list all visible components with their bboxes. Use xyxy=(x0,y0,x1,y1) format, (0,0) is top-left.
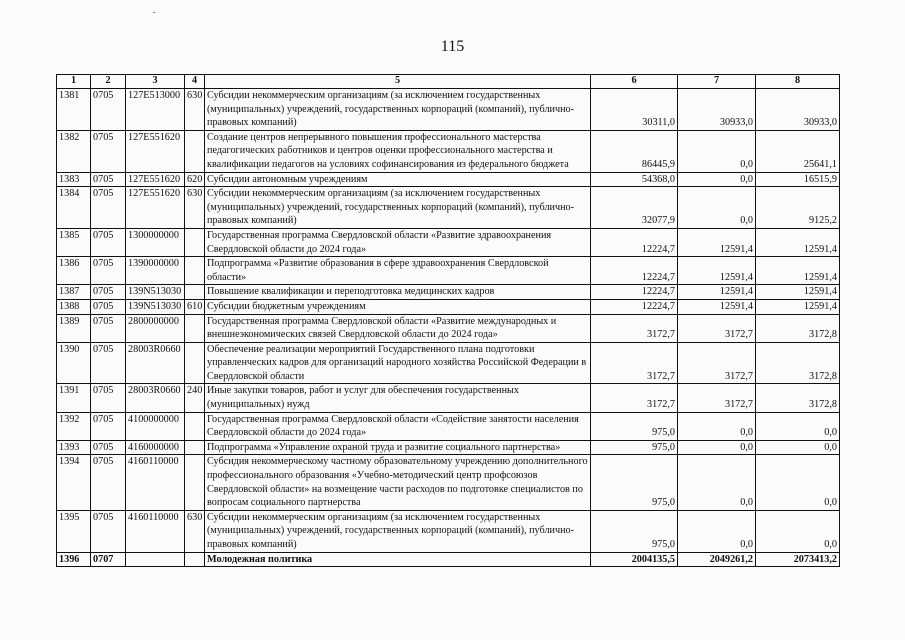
target-article-cell: 4160110000 xyxy=(126,510,185,552)
item-name-cell: Субсидии бюджетным учреждениям xyxy=(205,299,591,314)
table-row xyxy=(57,412,840,440)
item-name-cell: Субсидии автономным учреждениям xyxy=(205,172,591,187)
section-code-cell: 0705 xyxy=(91,412,126,440)
amount-col8-cell: 16515,9 xyxy=(756,172,840,187)
expense-type-cell xyxy=(185,412,205,440)
amount-col6-cell: 975,0 xyxy=(591,412,678,440)
amount-col6-cell: 86445,9 xyxy=(591,130,678,172)
row-number-cell: 1391 xyxy=(57,384,91,412)
table-row xyxy=(57,228,840,256)
amount-col7-cell: 0,0 xyxy=(678,130,756,172)
expense-type-cell xyxy=(185,455,205,510)
table-row xyxy=(57,455,840,510)
header-cell: 3 xyxy=(126,75,185,89)
row-number-cell: 1390 xyxy=(57,342,91,384)
header-cell: 7 xyxy=(678,75,756,89)
target-article-cell: 28003R0660 xyxy=(126,384,185,412)
row-number-cell: 1382 xyxy=(57,130,91,172)
item-name-cell: Субсидии некоммерческим организациям (за исключением государственных (муниципальных) учреждений, государственных корпораций (компаний), публично-правовых компаний) xyxy=(205,510,591,552)
expense-type-cell xyxy=(185,314,205,342)
row-number-cell: 1387 xyxy=(57,285,91,300)
amount-col8-cell: 9125,2 xyxy=(756,187,840,229)
amount-col8-cell: 12591,4 xyxy=(756,299,840,314)
amount-col7-cell: 12591,4 xyxy=(678,228,756,256)
table-row xyxy=(57,257,840,285)
amount-col6-cell: 30311,0 xyxy=(591,89,678,131)
item-name-cell: Субсидии некоммерческим организациям (за исключением государственных (муниципальных) учреждений, государственных корпораций (компаний), публично-правовых компаний) xyxy=(205,89,591,131)
section-code-cell: 0705 xyxy=(91,440,126,455)
expense-type-cell: 630 xyxy=(185,510,205,552)
amount-col6-cell: 975,0 xyxy=(591,455,678,510)
header-row xyxy=(57,75,840,89)
expense-type-cell: 630 xyxy=(185,89,205,131)
amount-col7-cell: 30933,0 xyxy=(678,89,756,131)
table-row xyxy=(57,187,840,229)
section-code-cell: 0705 xyxy=(91,187,126,229)
item-name-cell: Обеспечение реализации мероприятий Государственного плана подготовки управленческих кадров для организаций народного хозяйства Российской Федерации в Свердловской области xyxy=(205,342,591,384)
amount-col6-cell: 3172,7 xyxy=(591,384,678,412)
item-name-cell: Молодежная политика xyxy=(205,552,591,567)
amount-col8-cell: 2073413,2 xyxy=(756,552,840,567)
amount-col8-cell: 0,0 xyxy=(756,412,840,440)
target-article-cell: 127E513000 xyxy=(126,89,185,131)
header-cell: 2 xyxy=(91,75,126,89)
expense-type-cell: 610 xyxy=(185,299,205,314)
section-code-cell: 0705 xyxy=(91,89,126,131)
table-row xyxy=(57,89,840,131)
target-article-cell: 127E551620 xyxy=(126,172,185,187)
row-number-cell: 1381 xyxy=(57,89,91,131)
amount-col7-cell: 0,0 xyxy=(678,440,756,455)
table-row xyxy=(57,384,840,412)
item-name-cell: Субсидии некоммерческим организациям (за исключением государственных (муниципальных) учреждений, государственных корпораций (компаний), публично-правовых компаний) xyxy=(205,187,591,229)
target-article-cell: 28003R0660 xyxy=(126,342,185,384)
amount-col6-cell: 3172,7 xyxy=(591,342,678,384)
amount-col8-cell: 0,0 xyxy=(756,455,840,510)
amount-col6-cell: 32077,9 xyxy=(591,187,678,229)
table-row xyxy=(57,285,840,300)
row-number-cell: 1383 xyxy=(57,172,91,187)
expense-type-cell xyxy=(185,228,205,256)
item-name-cell: Субсидия некоммерческому частному образовательному учреждению дополнительного профессионального образования «Учебно-методический центр профсоюзов Свердловской области» на возмещение части расходов по подготовке специалистов по вопросам социального партнерства xyxy=(205,455,591,510)
section-code-cell: 0705 xyxy=(91,342,126,384)
amount-col7-cell: 12591,4 xyxy=(678,299,756,314)
expense-type-cell: 240 xyxy=(185,384,205,412)
target-article-cell: 4160110000 xyxy=(126,455,185,510)
page-number: 115 xyxy=(440,38,465,55)
expense-type-cell xyxy=(185,342,205,384)
amount-col7-cell: 0,0 xyxy=(678,412,756,440)
amount-col7-cell: 12591,4 xyxy=(678,257,756,285)
expense-type-cell xyxy=(185,552,205,567)
header-cell: 4 xyxy=(185,75,205,89)
row-number-cell: 1392 xyxy=(57,412,91,440)
amount-col8-cell: 0,0 xyxy=(756,440,840,455)
section-code-cell: 0705 xyxy=(91,314,126,342)
expense-type-cell xyxy=(185,285,205,300)
item-name-cell: Подпрограмма «Управление охраной труда и развитие социального партнерства» xyxy=(205,440,591,455)
row-number-cell: 1386 xyxy=(57,257,91,285)
row-number-cell: 1393 xyxy=(57,440,91,455)
amount-col6-cell: 12224,7 xyxy=(591,257,678,285)
target-article-cell xyxy=(126,552,185,567)
amount-col6-cell: 12224,7 xyxy=(591,285,678,300)
amount-col8-cell: 0,0 xyxy=(756,510,840,552)
expense-type-cell xyxy=(185,257,205,285)
amount-col6-cell: 12224,7 xyxy=(591,228,678,256)
target-article-cell: 139N513030 xyxy=(126,299,185,314)
budget-table xyxy=(56,74,840,567)
table-row xyxy=(57,299,840,314)
item-name-cell: Государственная программа Свердловской области «Развитие здравоохранения Свердловской области до 2024 года» xyxy=(205,228,591,256)
amount-col8-cell: 3172,8 xyxy=(756,314,840,342)
header-cell: 1 xyxy=(57,75,91,89)
amount-col8-cell: 3172,8 xyxy=(756,384,840,412)
table-row xyxy=(57,130,840,172)
amount-col7-cell: 3172,7 xyxy=(678,384,756,412)
amount-col7-cell: 0,0 xyxy=(678,187,756,229)
amount-col8-cell: 12591,4 xyxy=(756,257,840,285)
row-number-cell: 1396 xyxy=(57,552,91,567)
section-code-cell: 0705 xyxy=(91,384,126,412)
item-name-cell: Повышение квалификации и переподготовка медицинских кадров xyxy=(205,285,591,300)
table-row xyxy=(57,314,840,342)
target-article-cell: 4160000000 xyxy=(126,440,185,455)
row-number-cell: 1385 xyxy=(57,228,91,256)
target-article-cell: 1300000000 xyxy=(126,228,185,256)
target-article-cell: 127E551620 xyxy=(126,130,185,172)
target-article-cell: 127E551620 xyxy=(126,187,185,229)
amount-col7-cell: 0,0 xyxy=(678,455,756,510)
section-code-cell: 0707 xyxy=(91,552,126,567)
row-number-cell: 1384 xyxy=(57,187,91,229)
item-name-cell: Государственная программа Свердловской области «Содействие занятости населения Свердловской области до 2024 года» xyxy=(205,412,591,440)
amount-col6-cell: 975,0 xyxy=(591,510,678,552)
item-name-cell: Иные закупки товаров, работ и услуг для обеспечения государственных (муниципальных) нужд xyxy=(205,384,591,412)
row-number-cell: 1388 xyxy=(57,299,91,314)
scan-speck xyxy=(153,12,155,13)
amount-col8-cell: 3172,8 xyxy=(756,342,840,384)
target-article-cell: 139N513030 xyxy=(126,285,185,300)
item-name-cell: Государственная программа Свердловской области «Развитие международных и внешнеэкономических связей Свердловской области до 2024 года» xyxy=(205,314,591,342)
amount-col6-cell: 975,0 xyxy=(591,440,678,455)
item-name-cell: Создание центров непрерывного повышения профессионального мастерства педагогических работников и центров оценки профессионального мастерства и квалификации педагогов на условиях софинансирования из федерального бюджета xyxy=(205,130,591,172)
section-code-cell: 0705 xyxy=(91,285,126,300)
target-article-cell: 1390000000 xyxy=(126,257,185,285)
amount-col8-cell: 25641,1 xyxy=(756,130,840,172)
amount-col7-cell: 3172,7 xyxy=(678,342,756,384)
amount-col6-cell: 2004135,5 xyxy=(591,552,678,567)
table-row xyxy=(57,440,840,455)
section-code-cell: 0705 xyxy=(91,130,126,172)
row-number-cell: 1394 xyxy=(57,455,91,510)
section-code-cell: 0705 xyxy=(91,172,126,187)
section-code-cell: 0705 xyxy=(91,228,126,256)
table-row xyxy=(57,510,840,552)
amount-col6-cell: 3172,7 xyxy=(591,314,678,342)
amount-col7-cell: 12591,4 xyxy=(678,285,756,300)
section-code-cell: 0705 xyxy=(91,455,126,510)
amount-col8-cell: 12591,4 xyxy=(756,285,840,300)
expense-type-cell xyxy=(185,440,205,455)
amount-col7-cell: 0,0 xyxy=(678,510,756,552)
section-code-cell: 0705 xyxy=(91,510,126,552)
expense-type-cell xyxy=(185,130,205,172)
expense-type-cell: 620 xyxy=(185,172,205,187)
header-cell: 6 xyxy=(591,75,678,89)
amount-col7-cell: 2049261,2 xyxy=(678,552,756,567)
item-name-cell: Подпрограмма «Развитие образования в сфере здравоохранения Свердловской области» xyxy=(205,257,591,285)
amount-col8-cell: 30933,0 xyxy=(756,89,840,131)
table-row xyxy=(57,342,840,384)
amount-col7-cell: 0,0 xyxy=(678,172,756,187)
table-row xyxy=(57,552,840,567)
amount-col6-cell: 54368,0 xyxy=(591,172,678,187)
amount-col8-cell: 12591,4 xyxy=(756,228,840,256)
table-row xyxy=(57,172,840,187)
section-code-cell: 0705 xyxy=(91,257,126,285)
row-number-cell: 1395 xyxy=(57,510,91,552)
row-number-cell: 1389 xyxy=(57,314,91,342)
target-article-cell: 2800000000 xyxy=(126,314,185,342)
amount-col7-cell: 3172,7 xyxy=(678,314,756,342)
section-code-cell: 0705 xyxy=(91,299,126,314)
expense-type-cell: 630 xyxy=(185,187,205,229)
header-cell: 5 xyxy=(205,75,591,89)
header-cell: 8 xyxy=(756,75,840,89)
amount-col6-cell: 12224,7 xyxy=(591,299,678,314)
target-article-cell: 4100000000 xyxy=(126,412,185,440)
